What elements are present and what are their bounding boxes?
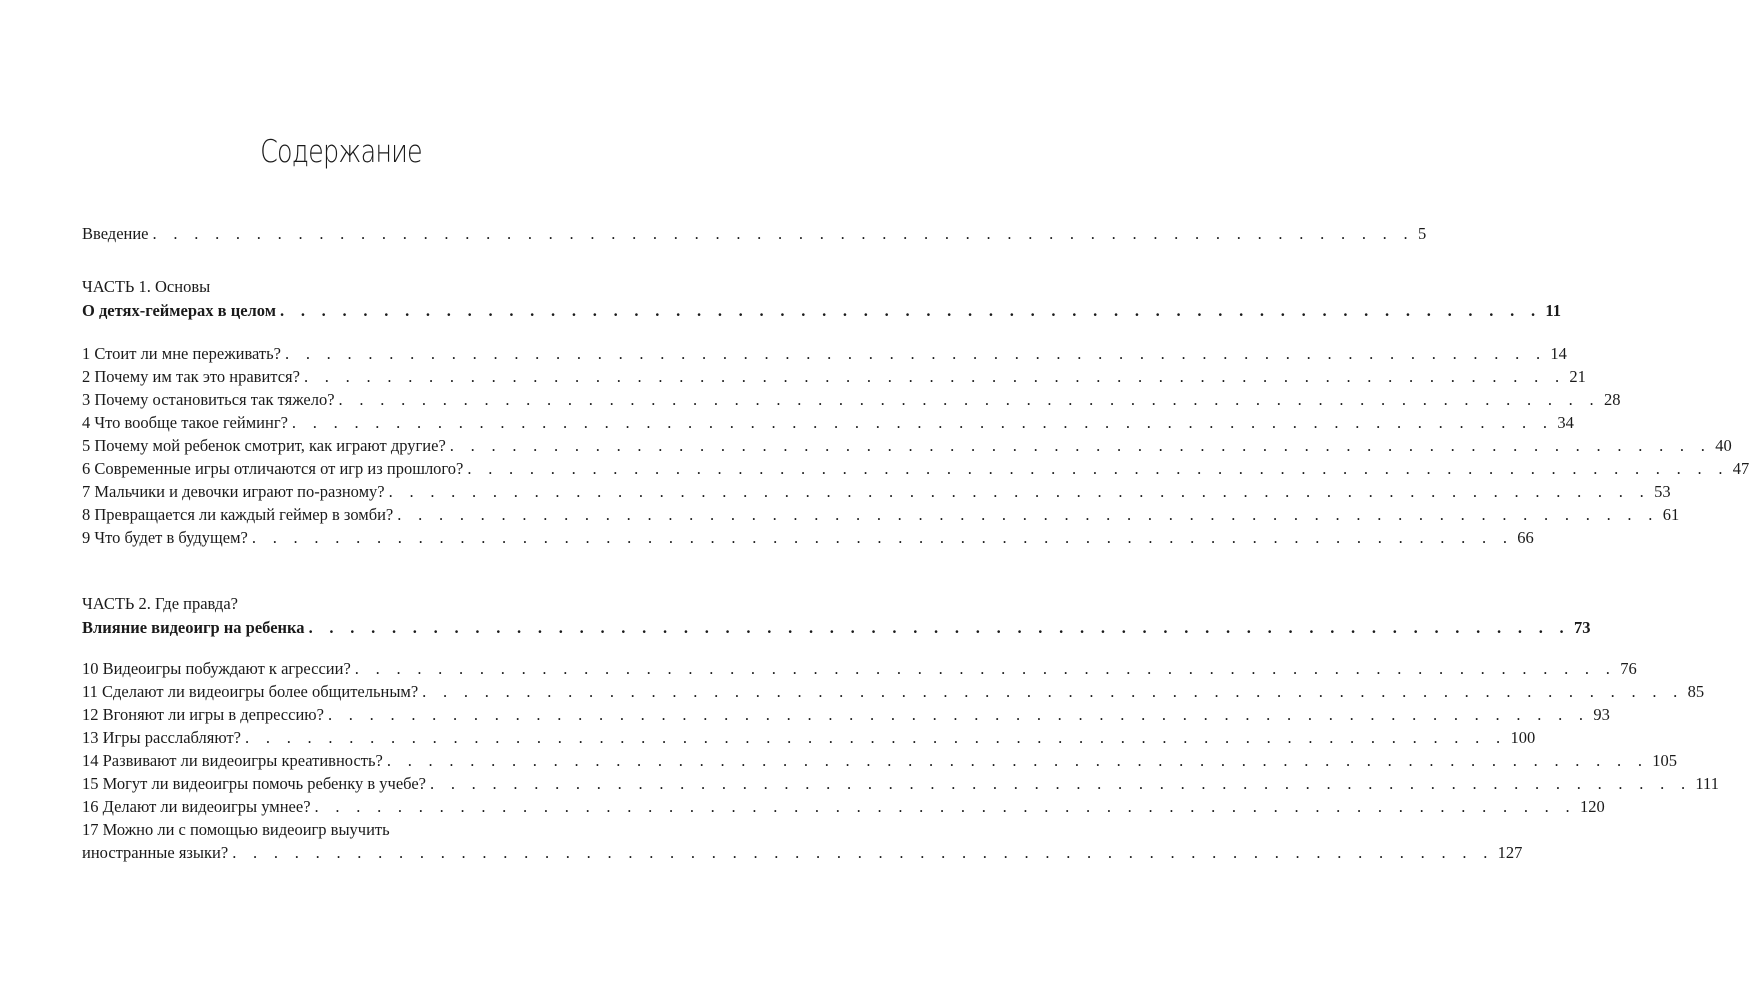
part1-subtitle-entry[interactable] bbox=[82, 301, 1561, 321]
dot-leader: . . . . . . . . . . . . . . . . . . . . . . . . . . . . . . . . . . . . . . . . . . . . . . . . . . . . . . . . . . . . . bbox=[429, 774, 1692, 793]
toc-entry-label: Влияние видеоигр на ребенка bbox=[82, 618, 305, 637]
toc-entry-page: 34 bbox=[1557, 413, 1574, 432]
toc-entry[interactable] bbox=[82, 528, 1534, 548]
toc-entry-label: 13 Игры расслабляют? bbox=[82, 728, 241, 747]
toc-entry-label: 10 Видеоигры побуждают к агрессии? bbox=[82, 659, 351, 678]
toc-entry-page: 21 bbox=[1569, 367, 1586, 386]
toc-entry-page: 14 bbox=[1550, 344, 1567, 363]
toc-entry[interactable] bbox=[82, 436, 1732, 456]
toc-entry-page: 100 bbox=[1510, 728, 1536, 747]
toc-entry-label: 7 Мальчики и девочки играют по-разному? bbox=[82, 482, 385, 501]
dot-leader: . . . . . . . . . . . . . . . . . . . . . . . . . . . . . . . . . . . . . . . . . . . . . . . . . . . . . . . . . . . . . bbox=[422, 682, 1684, 701]
toc-entry-label: 9 Что будет в будущем? bbox=[82, 528, 248, 547]
dot-leader: . . . . . . . . . . . . . . . . . . . . . . . . . . . . . . . . . . . . . . . . . . . . . . . . . . . . . . . . . . . . . bbox=[314, 797, 1576, 816]
part2-heading: ЧАСТЬ 2. Где правда? bbox=[82, 594, 238, 613]
toc-entry[interactable] bbox=[82, 459, 1749, 479]
part1-heading: ЧАСТЬ 1. Основы bbox=[82, 277, 211, 296]
dot-leader: . . . . . . . . . . . . . . . . . . . . . . . . . . . . . . . . . . . . . . . . . . . . . . . . . . . . . . . . . . . . . bbox=[354, 659, 1617, 678]
toc-entry-label: иностранные языки? bbox=[82, 843, 229, 862]
toc-entry-label: О детях-геймерах в целом bbox=[82, 301, 276, 320]
toc-entry-label-wrapped[interactable]: 17 Можно ли с помощью видеоигр выучить bbox=[82, 820, 390, 839]
toc-entry[interactable] bbox=[82, 774, 1719, 794]
page-title: Содержание bbox=[260, 134, 422, 170]
toc-entry-label: 2 Почему им так это нравится? bbox=[82, 367, 300, 386]
toc-entry-page: 120 bbox=[1579, 797, 1605, 816]
dot-leader: . . . . . . . . . . . . . . . . . . . . . . . . . . . . . . . . . . . . . . . . . . . . . . . . . . . . . . . . . . . . . bbox=[467, 459, 1729, 478]
toc-entry[interactable] bbox=[82, 659, 1637, 679]
toc-entry-page: 47 bbox=[1732, 459, 1749, 478]
toc-entry[interactable] bbox=[82, 367, 1586, 387]
dot-leader: . . . . . . . . . . . . . . . . . . . . . . . . . . . . . . . . . . . . . . . . . . . . . . . . . . . . . . . . . . . . . bbox=[397, 505, 1659, 524]
dot-leader: . . . . . . . . . . . . . . . . . . . . . . . . . . . . . . . . . . . . . . . . . . . . . . . . . . . . . . . . . . . . . bbox=[279, 301, 1542, 320]
toc-entry[interactable] bbox=[82, 482, 1671, 502]
dot-leader: . . . . . . . . . . . . . . . . . . . . . . . . . . . . . . . . . . . . . . . . . . . . . . . . . . . . . . . . . . . . . bbox=[308, 618, 1570, 637]
toc-entry-page: 76 bbox=[1620, 659, 1637, 678]
toc-entry-label: 4 Что вообще такое гейминг? bbox=[82, 413, 288, 432]
toc-entry-page: 127 bbox=[1497, 843, 1523, 862]
dot-leader: . . . . . . . . . . . . . . . . . . . . . . . . . . . . . . . . . . . . . . . . . . . . . . . . . . . . . . . . . . . . . bbox=[386, 751, 1649, 770]
toc-entry-page: 85 bbox=[1687, 682, 1705, 701]
dot-leader: . . . . . . . . . . . . . . . . . . . . . . . . . . . . . . . . . . . . . . . . . . . . . . . . . . . . . . . . . . . . . bbox=[327, 705, 1590, 724]
toc-entry-label: 5 Почему мой ребенок смотрит, как играют другие? bbox=[82, 436, 446, 455]
toc-entry-label: 16 Делают ли видеоигры умнее? bbox=[82, 797, 311, 816]
toc-entry[interactable] bbox=[82, 797, 1605, 817]
dot-leader: . . . . . . . . . . . . . . . . . . . . . . . . . . . . . . . . . . . . . . . . . . . . . . . . . . . . . . . . . . . . . bbox=[152, 224, 1414, 243]
toc-entry-label: 1 Стоит ли мне переживать? bbox=[82, 344, 281, 363]
toc-entry-label: 8 Превращается ли каждый геймер в зомби? bbox=[82, 505, 394, 524]
toc-entry[interactable] bbox=[82, 705, 1610, 725]
toc-entry-page: 5 bbox=[1417, 224, 1427, 243]
toc-entry-page: 40 bbox=[1715, 436, 1732, 455]
dot-leader: . . . . . . . . . . . . . . . . . . . . . . . . . . . . . . . . . . . . . . . . . . . . . . . . . . . . . . . . . . . . . bbox=[284, 344, 1547, 363]
toc-entry-label: Введение bbox=[82, 224, 149, 243]
dot-leader: . . . . . . . . . . . . . . . . . . . . . . . . . . . . . . . . . . . . . . . . . . . . . . . . . . . . . . . . . . . . . bbox=[291, 413, 1554, 432]
toc-entry[interactable] bbox=[82, 390, 1621, 410]
toc-entry-page: 111 bbox=[1695, 774, 1719, 793]
toc-entry[interactable] bbox=[82, 682, 1705, 702]
toc-entry-label: 15 Могут ли видеоигры помочь ребенку в учебе? bbox=[82, 774, 426, 793]
toc-entry-page: 61 bbox=[1662, 505, 1680, 524]
dot-leader: . . . . . . . . . . . . . . . . . . . . . . . . . . . . . . . . . . . . . . . . . . . . . . . . . . . . . . . . . . . . . bbox=[388, 482, 1651, 501]
toc-entry[interactable] bbox=[82, 344, 1567, 364]
toc-entry-page: 28 bbox=[1603, 390, 1621, 409]
dot-leader: . . . . . . . . . . . . . . . . . . . . . . . . . . . . . . . . . . . . . . . . . . . . . . . . . . . . . . . . . . . . . bbox=[245, 728, 1507, 747]
toc-entry-label: 6 Современные игры отличаются от игр из прошлого? bbox=[82, 459, 464, 478]
toc-entry-page: 11 bbox=[1545, 301, 1561, 320]
toc-entry-page: 105 bbox=[1652, 751, 1678, 770]
toc-entry-label: 11 Сделают ли видеоигры более общительным? bbox=[82, 682, 419, 701]
dot-leader: . . . . . . . . . . . . . . . . . . . . . . . . . . . . . . . . . . . . . . . . . . . . . . . . . . . . . . . . . . . . . bbox=[449, 436, 1712, 455]
dot-leader: . . . . . . . . . . . . . . . . . . . . . . . . . . . . . . . . . . . . . . . . . . . . . . . . . . . . . . . . . . . . . bbox=[338, 390, 1600, 409]
dot-leader: . . . . . . . . . . . . . . . . . . . . . . . . . . . . . . . . . . . . . . . . . . . . . . . . . . . . . . . . . . . . . bbox=[251, 528, 1514, 547]
part2-subtitle-entry[interactable] bbox=[82, 618, 1591, 638]
toc-entry-label: 3 Почему остановиться так тяжело? bbox=[82, 390, 335, 409]
toc-entry-page: 93 bbox=[1593, 705, 1610, 724]
toc-entry[interactable] bbox=[82, 751, 1678, 771]
toc-entry-page: 66 bbox=[1517, 528, 1534, 547]
toc-entry-label: 12 Вгоняют ли игры в депрессию? bbox=[82, 705, 324, 724]
toc-entry-page: 73 bbox=[1574, 618, 1591, 637]
toc-entry-page: 53 bbox=[1654, 482, 1671, 501]
toc-entry[interactable] bbox=[82, 505, 1680, 525]
toc-entry-intro[interactable] bbox=[82, 224, 1427, 244]
dot-leader: . . . . . . . . . . . . . . . . . . . . . . . . . . . . . . . . . . . . . . . . . . . . . . . . . . . . . . . . . . . . . bbox=[303, 367, 1566, 386]
toc-entry[interactable] bbox=[82, 728, 1536, 748]
toc-entry-label: 14 Развивают ли видеоигры креативность? bbox=[82, 751, 383, 770]
dot-leader: . . . . . . . . . . . . . . . . . . . . . . . . . . . . . . . . . . . . . . . . . . . . . . . . . . . . . . . . . . . . . bbox=[232, 843, 1494, 862]
toc-entry[interactable] bbox=[82, 413, 1574, 433]
toc-entry[interactable] bbox=[82, 843, 1523, 863]
